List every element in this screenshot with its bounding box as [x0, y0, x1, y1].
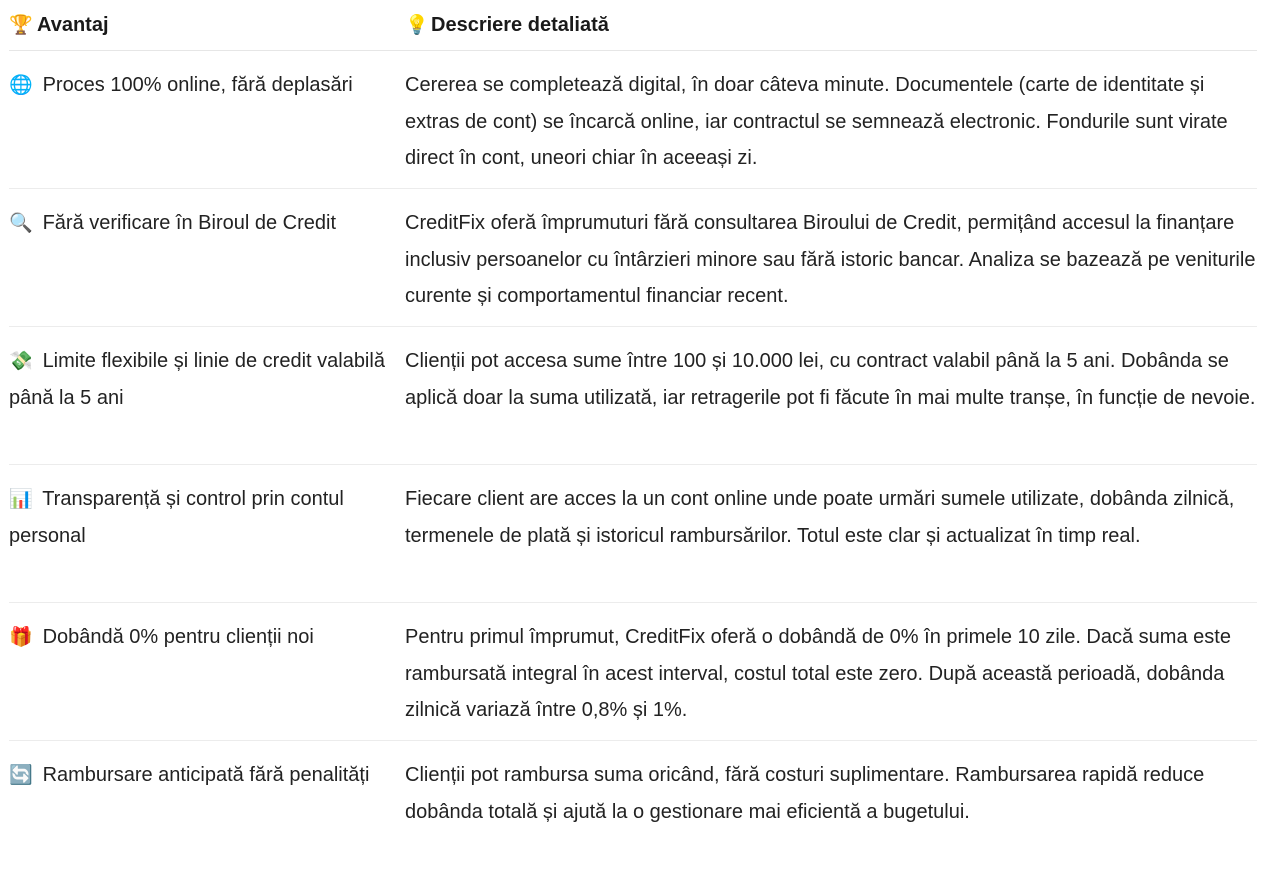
- magnifier-icon: 🔍: [9, 212, 33, 234]
- table-row: [9, 51, 1257, 189]
- advantage-cell: [9, 481, 405, 602]
- header-advantage: [9, 12, 405, 38]
- table-row: [9, 189, 1257, 327]
- description-cell: CreditFix oferă împrumuturi fără consultarea Biroului de Credit, permițând accesul la finanțare inclusiv persoanelor cu întârzieri minore sau fără istoric bancar. Analiza se bazează pe veniturile curente și comportamentul financiar recent.: [405, 212, 1256, 307]
- advantage-cell: [9, 343, 405, 464]
- advantage-text: Rambursare anticipată fără penalități: [42, 764, 370, 786]
- advantages-table: [9, 0, 1257, 879]
- header-advantage-label: Avantaj: [37, 14, 109, 36]
- table-header: [9, 0, 1257, 51]
- description-cell: Cererea se completează digital, în doar câteva minute. Documentele (carte de identitate și extras de cont) se încarcă online, iar contractul se semnează electronic. Fondurile sunt virate direct în cont, uneori chiar în aceeași zi.: [405, 74, 1228, 169]
- bar-chart-icon: 📊: [9, 488, 33, 510]
- refresh-icon: 🔄: [9, 764, 33, 786]
- table-row: [9, 741, 1257, 879]
- advantage-text: Transparență și control prin contul personal: [9, 488, 344, 547]
- advantage-text: Limite flexibile și linie de credit valabilă până la 5 ani: [9, 350, 385, 409]
- header-description-label: Descriere detaliată: [431, 14, 609, 36]
- trophy-icon: 🏆: [9, 14, 33, 36]
- table-row: [9, 465, 1257, 603]
- advantage-cell: [9, 757, 405, 879]
- description-cell: Fiecare client are acces la un cont online unde poate urmări sumele utilizate, dobânda zilnică, termenele de plată și istoricul rambursărilor. Totul este clar și actualizat în timp real.: [405, 488, 1235, 547]
- advantage-text: Proces 100% online, fără deplasări: [42, 74, 353, 96]
- gift-icon: 🎁: [9, 626, 33, 648]
- table-row: [9, 327, 1257, 465]
- header-description: [405, 12, 1257, 38]
- money-wings-icon: 💸: [9, 350, 33, 372]
- description-cell: Clienții pot rambursa suma oricând, fără costuri suplimentare. Rambursarea rapidă reduce dobânda totală și ajută la o gestionare mai eficientă a bugetului.: [405, 764, 1205, 823]
- advantage-text: Fără verificare în Biroul de Credit: [42, 212, 337, 234]
- globe-icon: 🌐: [9, 74, 33, 96]
- table-row: [9, 603, 1257, 741]
- advantage-cell: [9, 67, 405, 188]
- description-cell: Pentru primul împrumut, CreditFix oferă o dobândă de 0% în primele 10 zile. Dacă suma este rambursată integral în acest interval, costul total este zero. După această perioadă, dobânda zilnică variază între 0,8% și 1%.: [405, 626, 1231, 721]
- advantage-cell: [9, 205, 405, 326]
- lightbulb-icon: 💡: [405, 14, 429, 36]
- advantage-cell: [9, 619, 405, 740]
- advantage-text: Dobândă 0% pentru clienții noi: [42, 626, 314, 648]
- description-cell: Clienții pot accesa sume între 100 și 10.000 lei, cu contract valabil până la 5 ani. Dobânda se aplică doar la suma utilizată, iar retragerile pot fi făcute în mai multe tranșe, în funcție de nevoie.: [405, 350, 1256, 409]
